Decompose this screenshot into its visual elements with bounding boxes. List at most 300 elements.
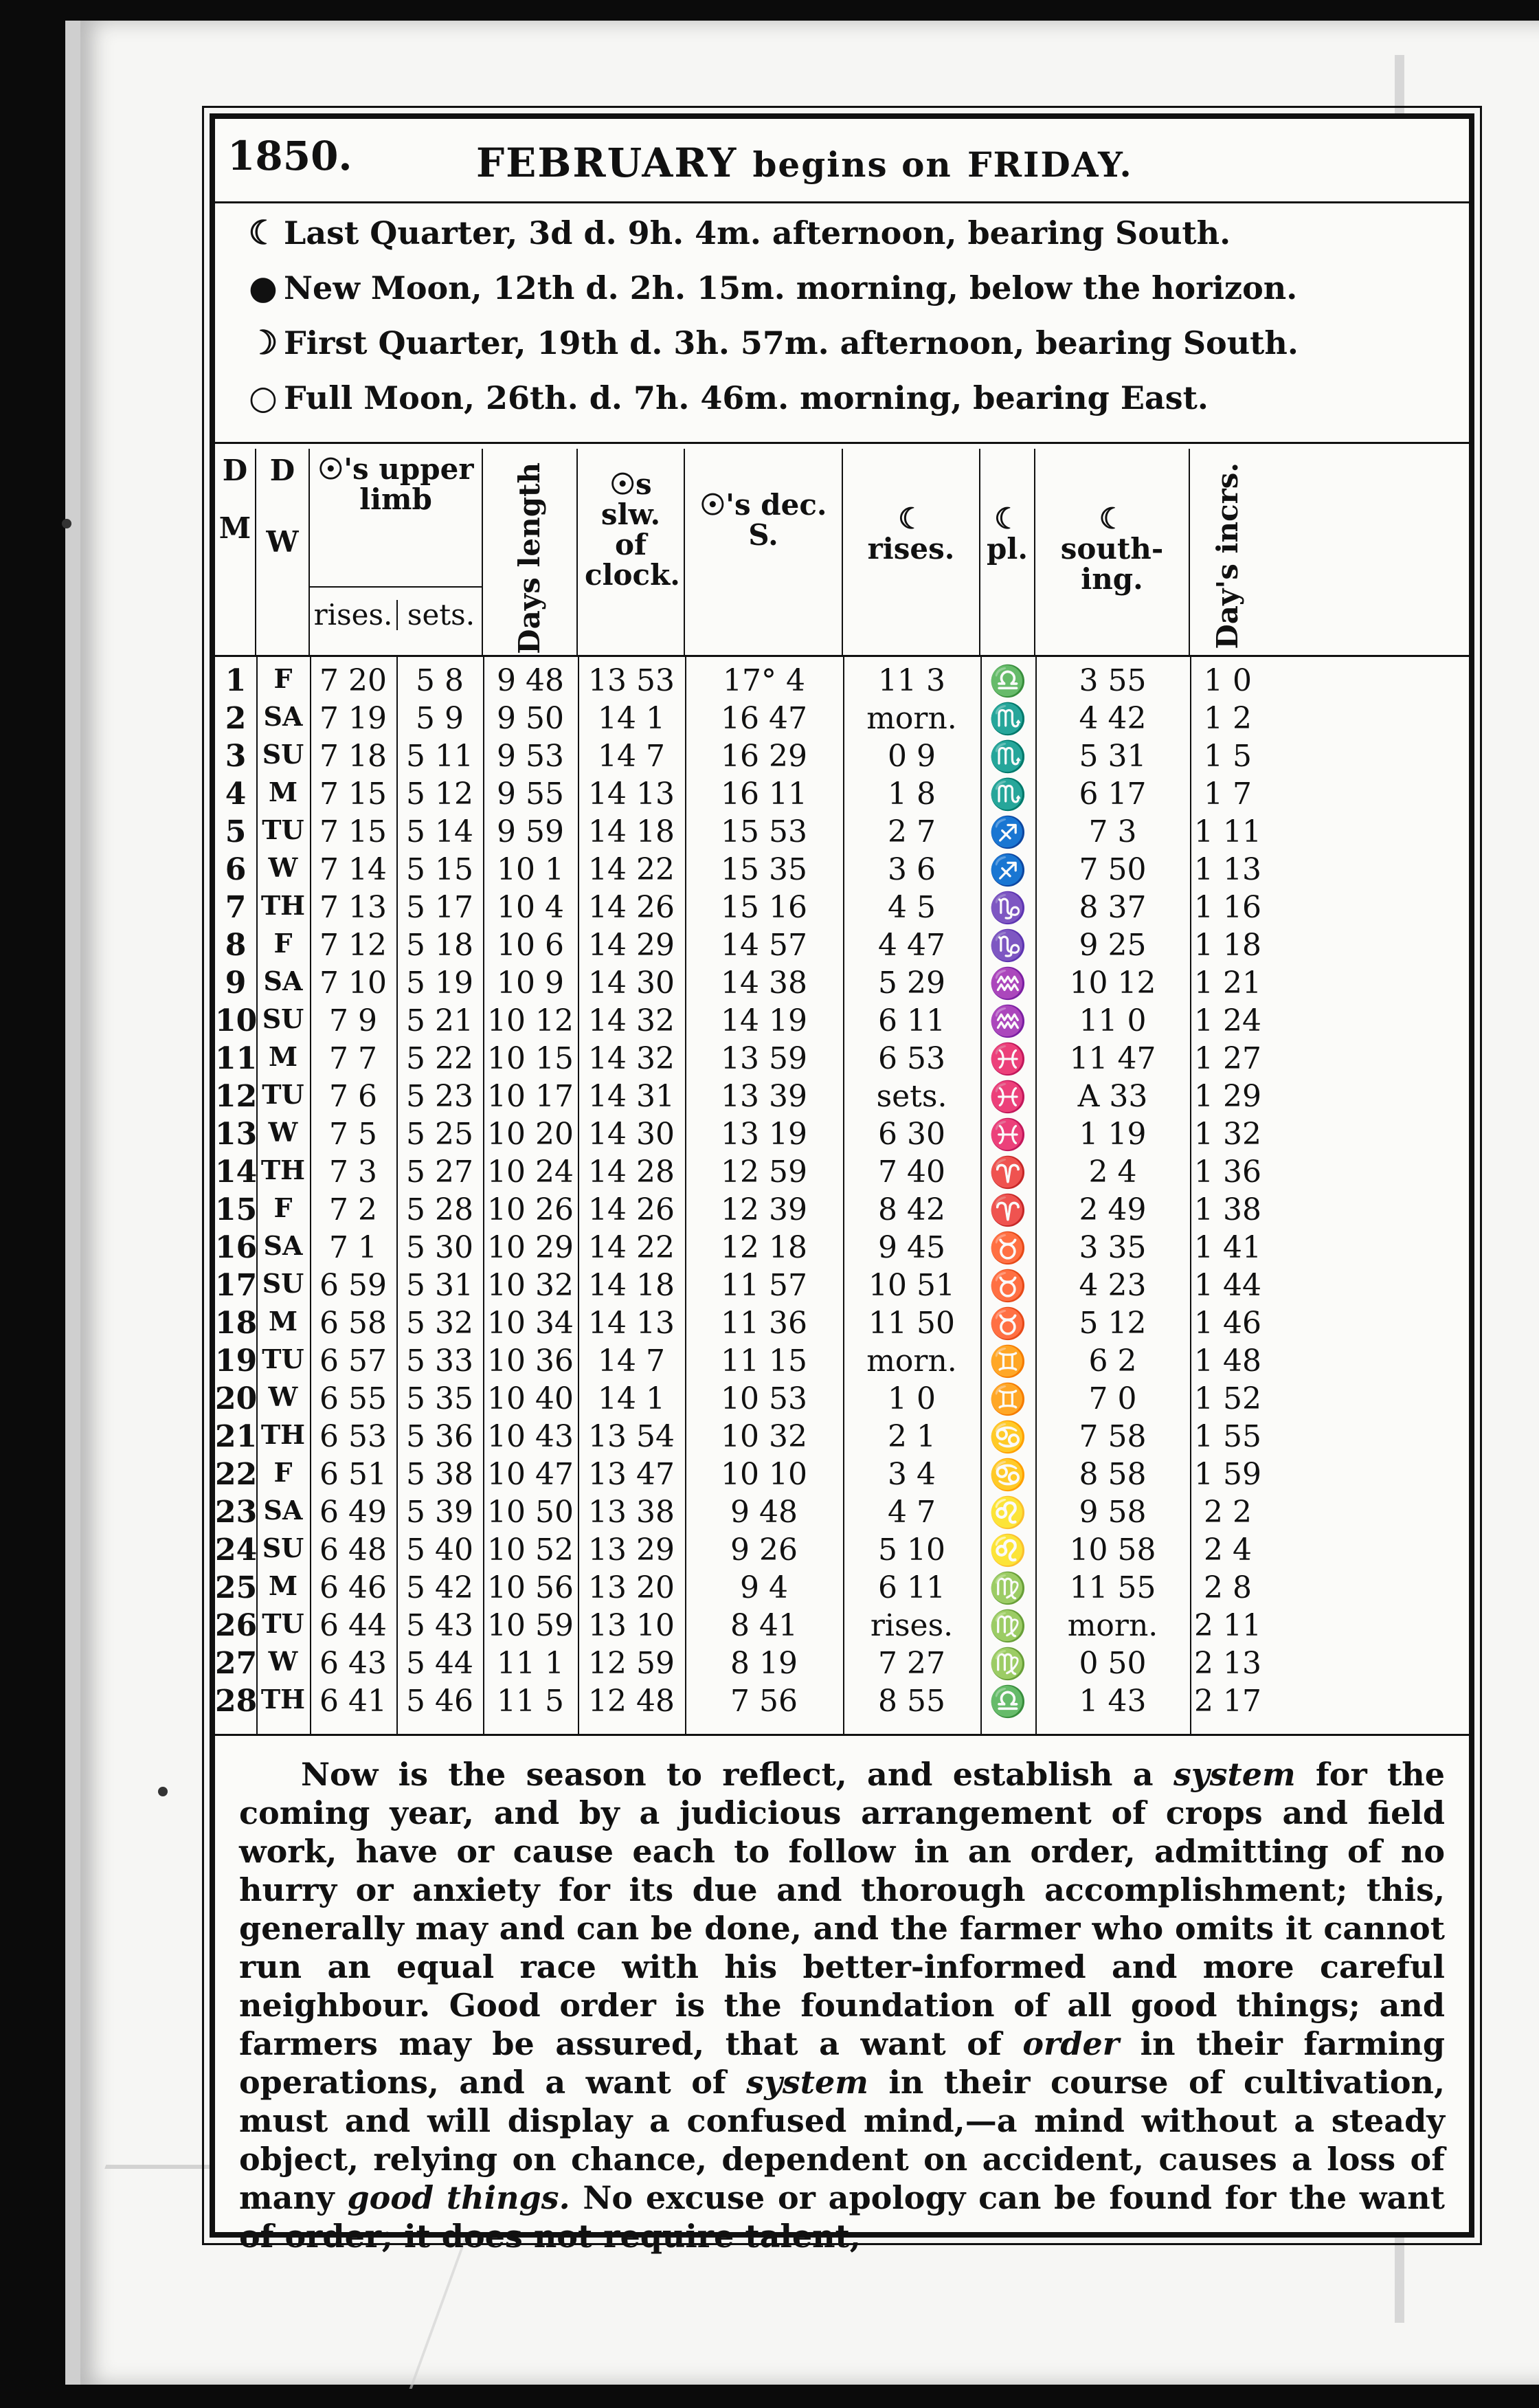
- col-days-length: Days length: [483, 449, 578, 655]
- cell-incr: 1 16: [1194, 890, 1261, 925]
- note-paragraph: Now is the season to reflect, and establish a system for the coming year, and by a judicious arrangement of crops and field work, have or cause each to follow in an order, admitting of no hurry or anxiety for its due and thorough accomplishment; this, generally may and can be done, and the farmer who omits it cannot run an equal race with his better-informed and more careful neighbour. Good order is the foundation of all good things; and farmers may be assured, that a want of order in their farming operations, and a want of system in their course of cultivation, must and will display a confused mind,—a mind without a steady object, relying on chance, dependent on accident, causes a loss of many good things. No excuse or apology can be found for the want of order; it does not require talent,: [239, 1756, 1446, 2255]
- cell-pl: ♏: [989, 702, 1027, 737]
- cell-dw: TH: [260, 1684, 306, 1715]
- cell-rises: 6 41: [319, 1684, 387, 1719]
- cell-rises: 6 55: [319, 1381, 387, 1416]
- cell-slow: 13 29: [588, 1532, 675, 1568]
- cell-len: 10 43: [487, 1419, 574, 1454]
- cell-incr: 1 59: [1194, 1457, 1261, 1492]
- cell-south: 7 0: [1088, 1381, 1137, 1416]
- header-rule: [215, 655, 1469, 657]
- cell-south: 1 19: [1079, 1117, 1147, 1152]
- cell-mrise: 0 9: [888, 739, 936, 774]
- cell-dec: 10 53: [721, 1381, 807, 1416]
- moon-phase-line: [243, 379, 1209, 417]
- cell-south: 6 2: [1088, 1344, 1137, 1379]
- cell-dm: 8: [225, 928, 247, 963]
- cell-incr: 1 44: [1194, 1268, 1261, 1303]
- cell-incr: 2 17: [1194, 1684, 1261, 1719]
- table-row: [215, 1344, 1469, 1382]
- cell-slow: 13 20: [588, 1570, 675, 1605]
- cell-mrise: 7 40: [878, 1155, 945, 1190]
- table-row: [215, 1003, 1469, 1042]
- cell-dec: 15 16: [721, 890, 807, 925]
- cell-dm: 28: [215, 1684, 258, 1719]
- cell-dec: 13 19: [721, 1117, 807, 1152]
- cell-dm: 23: [215, 1495, 258, 1530]
- cell-slow: 14 31: [588, 1079, 675, 1114]
- cell-rises: 7 14: [319, 852, 387, 887]
- cell-rises: 7 15: [319, 814, 387, 849]
- cell-len: 10 1: [497, 852, 564, 887]
- cell-south: 4 23: [1079, 1268, 1147, 1303]
- cell-len: 10 32: [487, 1268, 574, 1303]
- cell-dm: 9: [225, 966, 247, 1001]
- cell-dec: 8 41: [730, 1608, 798, 1643]
- almanac-frame: [210, 113, 1474, 2255]
- cell-dw: F: [273, 1457, 293, 1488]
- cell-len: 10 6: [497, 928, 564, 963]
- cell-incr: 1 27: [1194, 1041, 1261, 1076]
- cell-incr: 2 8: [1204, 1570, 1252, 1605]
- cell-slow: 14 29: [588, 928, 675, 963]
- cell-rises: 6 53: [319, 1419, 387, 1454]
- cell-sets: 5 22: [406, 1041, 473, 1076]
- cell-slow: 14 30: [588, 966, 675, 1001]
- cell-incr: 2 2: [1204, 1495, 1252, 1530]
- farming-note: [215, 1734, 1469, 2255]
- cell-len: 11 1: [497, 1646, 564, 1681]
- cell-dec: 16 11: [721, 777, 807, 812]
- table-row: [215, 852, 1469, 891]
- cell-sets: 5 14: [406, 814, 473, 849]
- cell-len: 9 48: [497, 663, 564, 698]
- cell-rises: 7 20: [319, 663, 387, 698]
- moon-phase-text: New Moon, 12th d. 2h. 15m. morning, below the horizon.: [284, 269, 1298, 306]
- cell-dw: TH: [260, 1155, 306, 1185]
- cell-sets: 5 27: [406, 1155, 473, 1190]
- cell-sets: 5 18: [406, 928, 473, 963]
- col-moon-southing: ☾ south-ing.: [1035, 449, 1190, 655]
- cell-south: 5 31: [1079, 739, 1147, 774]
- cell-pl: ♓: [989, 1080, 1027, 1115]
- cell-dw: SU: [262, 739, 304, 770]
- col-moon-rises: ☾ rises.: [843, 449, 980, 655]
- cell-incr: 2 13: [1194, 1646, 1261, 1681]
- cell-south: 2 49: [1079, 1192, 1147, 1227]
- cell-dm: 21: [215, 1419, 258, 1454]
- cell-dec: 13 39: [721, 1079, 807, 1114]
- table-row: [215, 1419, 1469, 1458]
- cell-dw: M: [268, 777, 298, 807]
- col-day-month: D M: [215, 449, 256, 655]
- table-row: [215, 739, 1469, 777]
- cell-rises: 6 48: [319, 1532, 387, 1568]
- cell-slow: 14 30: [588, 1117, 675, 1152]
- cell-rises: 7 6: [329, 1079, 377, 1114]
- table-row: [215, 1117, 1469, 1155]
- col-sun-slow: ☉s slw. of clock.: [578, 449, 685, 655]
- cell-dec: 11 36: [721, 1306, 807, 1341]
- cell-mrise: 3 6: [888, 852, 936, 887]
- weekday: FRIDAY.: [967, 144, 1133, 185]
- cell-mrise: 6 11: [878, 1003, 945, 1038]
- cell-dw: SU: [262, 1268, 304, 1299]
- moon-phase-text: First Quarter, 19th d. 3h. 57m. afternoon, bearing South.: [284, 324, 1299, 361]
- cell-dec: 7 56: [730, 1684, 798, 1719]
- cell-dw: W: [268, 1646, 298, 1677]
- cell-pl: ♉: [989, 1306, 1027, 1341]
- cell-sets: 5 11: [406, 739, 473, 774]
- cell-dw: SA: [263, 701, 303, 732]
- col-sun-sets: sets.: [396, 600, 484, 630]
- cell-dm: 27: [215, 1646, 258, 1681]
- cell-mrise: 10 51: [868, 1268, 955, 1303]
- cell-incr: 1 5: [1204, 739, 1252, 774]
- cell-incr: 1 0: [1204, 663, 1252, 698]
- cell-pl: ♑: [989, 891, 1027, 926]
- cell-dec: 16 47: [721, 701, 807, 736]
- cell-pl: ♓: [989, 1042, 1027, 1077]
- cell-len: 10 17: [487, 1079, 574, 1114]
- cell-len: 10 29: [487, 1230, 574, 1265]
- cell-pl: ♉: [989, 1231, 1027, 1266]
- cell-dm: 16: [215, 1230, 258, 1265]
- last-quarter-moon-icon: ☾: [248, 214, 278, 252]
- cell-incr: 1 18: [1194, 928, 1261, 963]
- cell-dm: 19: [215, 1344, 258, 1379]
- cell-mrise: 11 50: [868, 1306, 955, 1341]
- cell-mrise: rises.: [870, 1608, 954, 1643]
- cell-rises: 7 18: [319, 739, 387, 774]
- cell-len: 10 50: [487, 1495, 574, 1530]
- cell-dm: 7: [225, 890, 247, 925]
- cell-slow: 13 10: [588, 1608, 675, 1643]
- cell-rises: 7 10: [319, 966, 387, 1001]
- cell-slow: 14 28: [588, 1155, 675, 1190]
- cell-sets: 5 40: [406, 1532, 473, 1568]
- cell-len: 11 5: [497, 1684, 564, 1719]
- cell-south: 10 58: [1069, 1532, 1156, 1568]
- cell-pl: ♍: [989, 1609, 1027, 1644]
- cell-pl: ♌: [989, 1533, 1027, 1568]
- table-row: [215, 1192, 1469, 1231]
- cell-slow: 12 59: [588, 1646, 675, 1681]
- cell-slow: 14 22: [588, 1230, 675, 1265]
- cell-rises: 6 44: [319, 1608, 387, 1643]
- cell-dec: 11 15: [721, 1344, 807, 1379]
- cell-mrise: 1 8: [888, 777, 936, 812]
- cell-dec: 13 59: [721, 1041, 807, 1076]
- cell-dw: W: [268, 852, 298, 883]
- cell-pl: ♒: [989, 966, 1027, 1001]
- cell-mrise: 5 29: [878, 966, 945, 1001]
- cell-pl: ♐: [989, 853, 1027, 888]
- cell-len: 10 59: [487, 1608, 574, 1643]
- cell-south: 7 58: [1079, 1419, 1147, 1454]
- cell-dec: 9 26: [730, 1532, 798, 1568]
- cell-dw: TU: [262, 1608, 304, 1639]
- cell-dec: 11 57: [721, 1268, 807, 1303]
- table-row: [215, 1041, 1469, 1080]
- table-row: [215, 1646, 1469, 1684]
- cell-dec: 10 10: [721, 1457, 807, 1492]
- cell-rises: 7 13: [319, 890, 387, 925]
- cell-sets: 5 31: [406, 1268, 473, 1303]
- cell-incr: 1 24: [1194, 1003, 1261, 1038]
- cell-slow: 14 18: [588, 1268, 675, 1303]
- cell-dm: 15: [215, 1192, 258, 1227]
- cell-sets: 5 33: [406, 1344, 473, 1379]
- cell-dm: 22: [215, 1457, 258, 1492]
- cell-slow: 14 32: [588, 1003, 675, 1038]
- cell-len: 10 56: [487, 1570, 574, 1605]
- cell-sets: 5 39: [406, 1495, 473, 1530]
- cell-dec: 8 19: [730, 1646, 798, 1681]
- cell-sets: 5 35: [406, 1381, 473, 1416]
- moon-phase-text: Full Moon, 26th. d. 7h. 46m. morning, bearing East.: [284, 379, 1209, 416]
- cell-dm: 24: [215, 1532, 258, 1568]
- cell-incr: 1 7: [1204, 777, 1252, 812]
- cell-incr: 1 38: [1194, 1192, 1261, 1227]
- cell-dec: 15 53: [721, 814, 807, 849]
- cell-sets: 5 15: [406, 852, 473, 887]
- cell-incr: 1 41: [1194, 1230, 1261, 1265]
- cell-pl: ♋: [989, 1458, 1027, 1493]
- table-row: [215, 1230, 1469, 1269]
- cell-pl: ♒: [989, 1004, 1027, 1039]
- cell-sets: 5 25: [406, 1117, 473, 1152]
- cell-mrise: 7 27: [878, 1646, 945, 1681]
- cell-incr: 1 48: [1194, 1344, 1261, 1379]
- cell-dw: M: [268, 1041, 298, 1072]
- table-row: [215, 1608, 1469, 1647]
- cell-incr: 1 32: [1194, 1117, 1261, 1152]
- cell-sets: 5 28: [406, 1192, 473, 1227]
- cell-rises: 6 46: [319, 1570, 387, 1605]
- cell-dw: TH: [260, 890, 306, 921]
- cell-dw: TU: [262, 1079, 304, 1110]
- moon-phase-line: [243, 269, 1297, 307]
- cell-incr: 1 52: [1194, 1381, 1261, 1416]
- table-row: [215, 1381, 1469, 1420]
- first-quarter-moon-icon: ☽: [248, 324, 278, 362]
- cell-len: 10 9: [497, 966, 564, 1001]
- cell-mrise: 11 3: [878, 663, 945, 698]
- cell-incr: 1 2: [1204, 701, 1252, 736]
- cell-len: 9 55: [497, 777, 564, 812]
- cell-south: 4 42: [1079, 701, 1147, 736]
- cell-rises: 7 7: [329, 1041, 377, 1076]
- cell-sets: 5 30: [406, 1230, 473, 1265]
- cell-rises: 6 58: [319, 1306, 387, 1341]
- cell-sets: 5 17: [406, 890, 473, 925]
- cell-dec: 12 39: [721, 1192, 807, 1227]
- cell-south: 7 3: [1088, 814, 1137, 849]
- cell-dm: 10: [215, 1003, 258, 1038]
- cell-incr: 1 13: [1194, 852, 1261, 887]
- table-row: [215, 1684, 1469, 1722]
- table-row: [215, 814, 1469, 853]
- cell-len: 10 47: [487, 1457, 574, 1492]
- cell-slow: 14 22: [588, 852, 675, 887]
- cell-mrise: 2 1: [888, 1419, 936, 1454]
- cell-pl: ♎: [989, 664, 1027, 699]
- cell-incr: 1 46: [1194, 1306, 1261, 1341]
- cell-mrise: 9 45: [878, 1230, 945, 1265]
- cell-slow: 13 54: [588, 1419, 675, 1454]
- cell-sets: 5 19: [406, 966, 473, 1001]
- table-row: [215, 1457, 1469, 1495]
- cell-len: 10 36: [487, 1344, 574, 1379]
- table-row: [215, 1532, 1469, 1571]
- cell-south: 7 50: [1079, 852, 1147, 887]
- full-moon-icon: ○: [249, 379, 278, 417]
- cell-rises: 6 49: [319, 1495, 387, 1530]
- cell-pl: ♏: [989, 739, 1027, 774]
- cell-len: 10 26: [487, 1192, 574, 1227]
- cell-dec: 9 48: [730, 1495, 798, 1530]
- cell-rises: 7 3: [329, 1155, 377, 1190]
- cell-sets: 5 46: [406, 1684, 473, 1719]
- cell-dm: 5: [225, 814, 247, 849]
- cell-mrise: 8 55: [878, 1684, 945, 1719]
- cell-rises: 6 57: [319, 1344, 387, 1379]
- cell-south: 11 0: [1079, 1003, 1147, 1038]
- table-row: [215, 1268, 1469, 1306]
- cell-dm: 20: [215, 1381, 258, 1416]
- cell-rises: 7 19: [319, 701, 387, 736]
- cell-dm: 18: [215, 1306, 258, 1341]
- cell-len: 9 50: [497, 701, 564, 736]
- cell-incr: 1 55: [1194, 1419, 1261, 1454]
- cell-mrise: 4 5: [888, 890, 936, 925]
- cell-len: 10 20: [487, 1117, 574, 1152]
- cell-dw: W: [268, 1381, 298, 1412]
- cell-pl: ♑: [989, 928, 1027, 963]
- cell-dec: 14 38: [721, 966, 807, 1001]
- cell-mrise: 5 10: [878, 1532, 945, 1568]
- cell-pl: ♊: [989, 1344, 1027, 1379]
- cell-mrise: 8 42: [878, 1192, 945, 1227]
- cell-rises: 7 1: [329, 1230, 377, 1265]
- cell-dm: 13: [215, 1117, 258, 1152]
- cell-south: 11 55: [1069, 1570, 1156, 1605]
- cell-dw: TH: [260, 1419, 306, 1450]
- table-row: [215, 890, 1469, 928]
- cell-len: 10 12: [487, 1003, 574, 1038]
- cell-sets: 5 43: [406, 1608, 473, 1643]
- cell-dw: SA: [263, 966, 303, 996]
- cell-rises: 7 2: [329, 1192, 377, 1227]
- cell-slow: 14 26: [588, 890, 675, 925]
- cell-dw: TU: [262, 1344, 304, 1374]
- cell-south: 0 50: [1079, 1646, 1147, 1681]
- cell-south: 3 55: [1079, 663, 1147, 698]
- cell-pl: ♍: [989, 1571, 1027, 1606]
- cell-south: 10 12: [1069, 966, 1156, 1001]
- cell-sets: 5 38: [406, 1457, 473, 1492]
- cell-rises: 7 9: [329, 1003, 377, 1038]
- cell-dec: 14 57: [721, 928, 807, 963]
- month-title: [476, 140, 1133, 186]
- cell-mrise: 1 0: [888, 1381, 936, 1416]
- cell-mrise: morn.: [866, 701, 957, 736]
- cell-incr: 1 21: [1194, 966, 1261, 1001]
- cell-sets: 5 36: [406, 1419, 473, 1454]
- cell-slow: 14 13: [588, 1306, 675, 1341]
- table-row: [215, 1495, 1469, 1533]
- cell-sets: 5 12: [406, 777, 473, 812]
- cell-rises: 7 5: [329, 1117, 377, 1152]
- col-day-week: D W: [256, 449, 310, 655]
- cell-slow: 12 48: [588, 1684, 675, 1719]
- cell-south: 9 58: [1079, 1495, 1147, 1530]
- col-sun-rises: rises.: [313, 598, 393, 632]
- cell-incr: 2 4: [1204, 1532, 1252, 1568]
- cell-dec: 12 18: [721, 1230, 807, 1265]
- cell-dw: F: [273, 928, 293, 959]
- cell-dm: 14: [215, 1155, 258, 1190]
- cell-south: 8 58: [1079, 1457, 1147, 1492]
- cell-len: 10 40: [487, 1381, 574, 1416]
- cell-mrise: 6 11: [878, 1570, 945, 1605]
- cell-slow: 13 47: [588, 1457, 675, 1492]
- cell-mrise: 6 53: [878, 1041, 945, 1076]
- cell-south: 1 43: [1079, 1684, 1147, 1719]
- new-moon-icon: ●: [249, 269, 278, 307]
- cell-south: 2 4: [1088, 1155, 1137, 1190]
- cell-slow: 14 32: [588, 1041, 675, 1076]
- cell-pl: ♈: [989, 1193, 1027, 1228]
- header: [215, 119, 1469, 203]
- table-row: [215, 701, 1469, 739]
- cell-dw: M: [268, 1306, 298, 1337]
- cell-sets: 5 9: [416, 701, 464, 736]
- cell-dm: 12: [215, 1079, 258, 1114]
- cell-south: 11 47: [1069, 1041, 1156, 1076]
- cell-mrise: sets.: [876, 1079, 947, 1114]
- cell-dm: 4: [225, 777, 247, 812]
- cell-len: 10 34: [487, 1306, 574, 1341]
- cell-sets: 5 42: [406, 1570, 473, 1605]
- cell-pl: ♉: [989, 1269, 1027, 1304]
- cell-mrise: 4 7: [888, 1495, 936, 1530]
- almanac-table: [215, 449, 1469, 1734]
- cell-pl: ♈: [989, 1155, 1027, 1190]
- cell-len: 10 4: [497, 890, 564, 925]
- margin-dot: [158, 1787, 168, 1796]
- cell-incr: 1 36: [1194, 1155, 1261, 1190]
- cell-south: 5 12: [1079, 1306, 1147, 1341]
- cell-south: 8 37: [1079, 890, 1147, 925]
- cell-dm: 17: [215, 1268, 258, 1303]
- col-sun-dec: ☉'s dec. S.: [685, 449, 843, 655]
- cell-south: 9 25: [1079, 928, 1147, 963]
- cell-dw: SU: [262, 1532, 304, 1563]
- cell-dm: 11: [215, 1041, 258, 1076]
- cell-rises: 6 43: [319, 1646, 387, 1681]
- cell-dw: TU: [262, 814, 304, 845]
- cell-dm: 26: [215, 1608, 258, 1643]
- col-moon-place: ☾ pl.: [980, 449, 1035, 655]
- cell-dm: 2: [225, 701, 247, 736]
- cell-mrise: 2 7: [888, 814, 936, 849]
- cell-slow: 14 7: [598, 1344, 665, 1379]
- moon-phases: [215, 208, 1469, 444]
- table-row: [215, 777, 1469, 815]
- cell-incr: 1 29: [1194, 1079, 1261, 1114]
